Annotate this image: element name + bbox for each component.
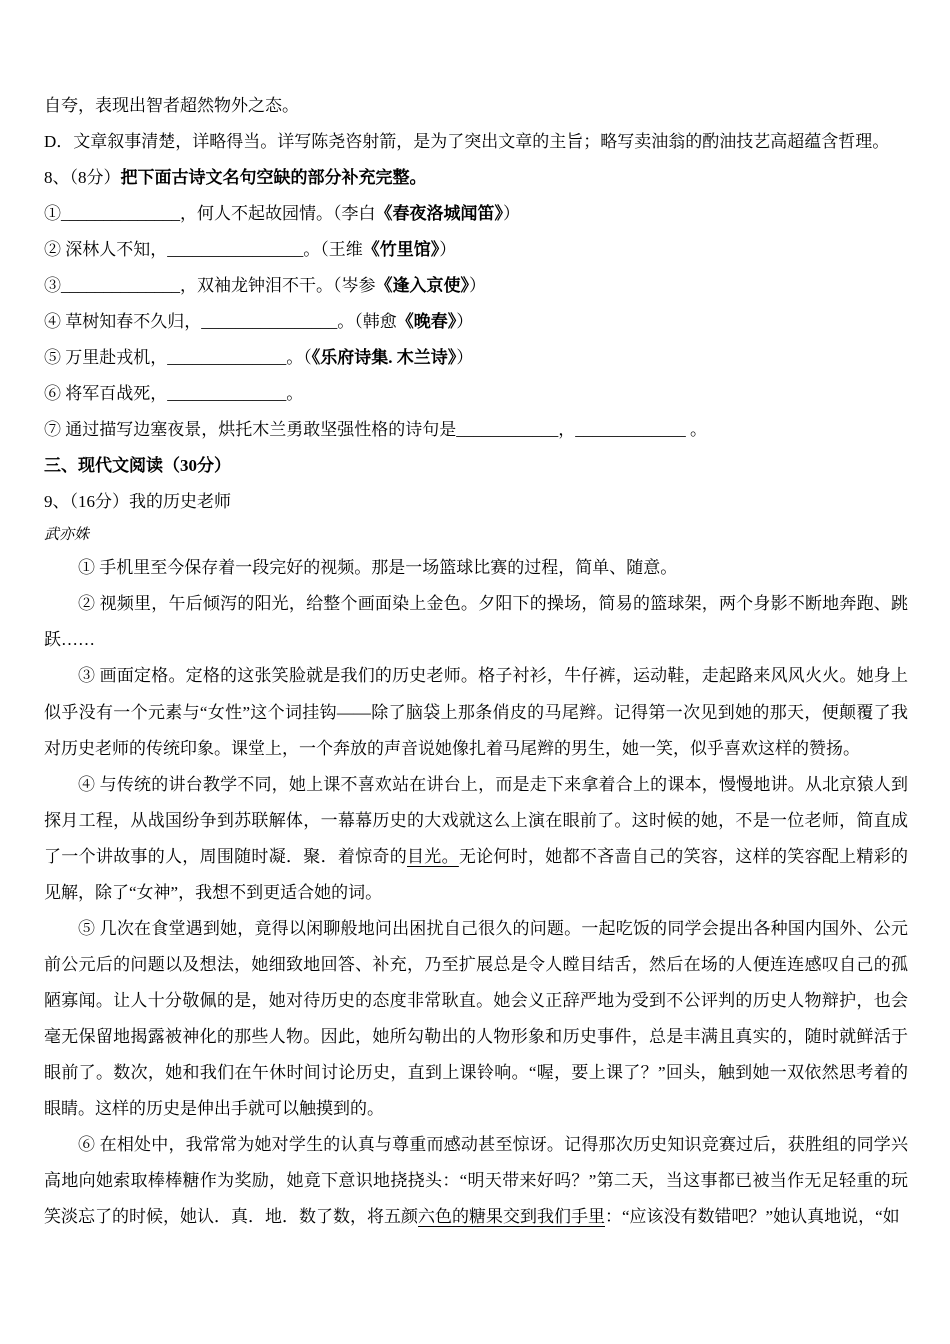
- text-run: 无论何时，她都不吝啬自己的笑容，这样的笑容配上精彩的见解，除了“女神”，我想不到更适合她的词。: [44, 846, 909, 902]
- blank-item-4: [44, 304, 908, 340]
- text-run: ）: [469, 276, 486, 296]
- text-run: 把下面古诗文名句空缺的部分补充完整。: [120, 168, 427, 188]
- text-run: ：“应该没有数错吧？”她认真地说，“如: [605, 1206, 900, 1226]
- paragraph-5: [44, 911, 908, 1127]
- text-run: 《晚春》: [396, 312, 457, 332]
- blank-item-1: [44, 196, 908, 232]
- author-byline: [44, 520, 908, 550]
- text-run: 自夸，表现出智者超然物外之态。: [44, 96, 299, 115]
- blank-item-7: [44, 412, 908, 448]
- text-run: ）: [456, 312, 474, 332]
- text-run: ④ 草树知春不久归，________________。（韩愈: [44, 312, 397, 332]
- option-d: [44, 124, 908, 160]
- paragraph-6: [44, 1127, 908, 1235]
- blank-item-5: [44, 340, 908, 376]
- text-run: ④ 与传统的讲台教学不同，她上课不喜欢站在讲台上，而是走下来拿着合上的课本，慢慢地讲。从北京猿人到探月工程，从战国纷争到苏联解体，一幕幕历史的大戏就这么上演在眼前了。这时候的她，不是一位老师，简直成了一个讲故事的人，周围随时凝．聚．着惊奇的: [44, 774, 908, 866]
- text-run: ② 深林人不知，________________。（王维: [44, 240, 363, 260]
- option-c-continuation: [44, 88, 908, 124]
- text-run: ③ 画面定格。定格的这张笑脸就是我们的历史老师。格子衬衫，牛仔裤，运动鞋，走起路来风风火火。她身上似乎没有一个元素与“女性”这个词挂钩——除了脑袋上那条俏皮的马尾辫。记得第一次见到她的那天，便颠覆了我对历史老师的传统印象。课堂上，一个奔放的声音说她像扎着马尾辫的男生，她一笑，似乎喜欢这样的赞扬。: [44, 666, 908, 758]
- text-run: 六色的糖果交到我们手里: [418, 1206, 605, 1226]
- text-run: ⑤ 几次在食堂遇到她，竟得以闲聊般地问出困扰自己很久的问题。一起吃饭的同学会提出各种国内国外、公元前公元后的问题以及想法，她细致地回答、补充，乃至扩展总是令人瞠目结舌，然后在场的人便连连感叹自己的孤陋寡闻。让人十分敬佩的是，她对待历史的态度非常耿直。她会义正辞严地为受到不公评判的历史人物辩护，也会毫无保留地揭露被神化的那些人物。因此，她所勾勒出的人物形象和历史事件，总是丰满且真实的，随时就鲜活于眼前了。数次，她和我们在午休时间讨论历史，直到上课铃响。“喔，要上课了？”回头，触到她一双依然思考着的眼睛。这样的历史是伸出手就可以触摸到的。: [44, 918, 908, 1118]
- section-3-heading: [44, 448, 908, 484]
- blank-item-2: [44, 232, 908, 268]
- text-run: 《竹里馆》: [362, 240, 440, 260]
- text-run: 武亦姝: [44, 527, 90, 544]
- question-8-stem: [44, 160, 908, 196]
- text-run: ）: [503, 204, 520, 224]
- text-run: ⑥ 在相处中，我常常为她对学生的认真与尊重而感动甚至惊讶。记得那次历史知识竞赛过后，获胜组的同学兴高地向她索取棒棒糖作为奖励，她竟下意识地挠挠头：“明天带来好吗？”第二天，当这事都已被当作无足轻重的玩笑淡忘了的时候，她认．真．地．数了数，将五颜: [44, 1134, 908, 1226]
- document-body: [44, 88, 908, 1235]
- text-run: ⑦ 通过描写边塞夜景，烘托木兰勇敢坚强性格的诗句是____________，_____________ 。: [44, 420, 707, 440]
- text-run: ② 视频里，午后倾泻的阳光，给整个画面染上金色。夕阳下的操场，简易的篮球架，两个身影不断地奔跑、跳跃……: [44, 594, 908, 650]
- text-run: 三、现代文阅读（30分）: [44, 456, 231, 476]
- text-run: ）: [439, 240, 457, 260]
- text-run: D．文章叙事清楚，详略得当。详写陈尧咨射箭，是为了突出文章的主旨；略写卖油翁的酌油技艺高超蕴含哲理。: [44, 132, 890, 152]
- text-run: ⑤ 万里赴戎机，______________。（: [44, 348, 312, 368]
- text-run: ）: [456, 348, 474, 368]
- text-run: 8、（8分）: [44, 168, 121, 188]
- text-run: ① 手机里至今保存着一段完好的视频。那是一场篮球比赛的过程，简单、随意。: [78, 558, 678, 578]
- paragraph-2: [44, 586, 908, 658]
- blank-item-6: [44, 376, 908, 412]
- text-run: ①______________，何人不起故园情。（李白: [44, 204, 376, 224]
- question-9-title: [44, 484, 908, 520]
- text-run: 《逢入京使》: [375, 276, 469, 296]
- text-run: ③______________，双袖龙钟泪不干。（岑参: [44, 276, 376, 296]
- paragraph-4: [44, 767, 908, 911]
- text-run: 9、（16分）我的历史老师: [44, 492, 231, 512]
- text-run: ⑥ 将军百战死，______________。: [44, 384, 304, 404]
- text-run: 目光。: [407, 846, 459, 866]
- paragraph-3: [44, 658, 908, 766]
- paragraph-1: [44, 550, 908, 586]
- blank-item-3: [44, 268, 908, 304]
- text-run: 《乐府诗集. 木兰诗》: [311, 348, 457, 368]
- text-run: 《春夜洛城闻笛》: [375, 204, 503, 224]
